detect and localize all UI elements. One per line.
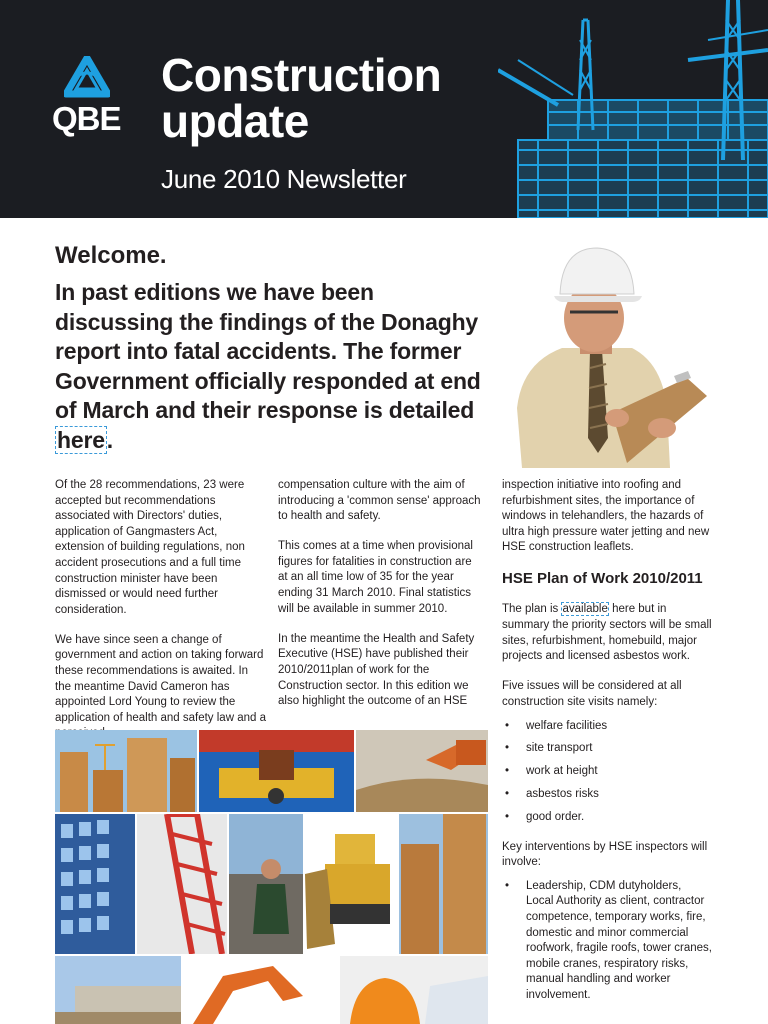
photo-bulldozer <box>305 814 397 954</box>
newsletter-title <box>161 49 442 147</box>
column-2 <box>278 478 483 724</box>
col1-paragraph-1: Of the 28 recommendations, 23 were accepted but recommendations associated with Directors' duties, application of Gangmasters Act, extension of building regulations, non accident prosecutions and a full time construction minister have been dismissed or would need further consideration. <box>55 479 245 616</box>
logo-text: QBE <box>52 100 121 137</box>
issues-list <box>502 719 712 826</box>
col2-paragraph-3: In the meantime the Health and Safety Executive (HSE) have published their 2010/2011plan of work for the Construction sector. In this edition we also highlight the outcome of an HSE <box>278 632 475 708</box>
photo-hard-hat-plans <box>340 956 488 1024</box>
col3-paragraph-1: inspection initiative into roofing and refurbishment sites, the importance of windows in telehandlers, the hazards of ultra high pressure water jetting and new HSE construction leaflets. <box>502 479 710 554</box>
interventions-intro: Key interventions by HSE inspectors will involve: <box>502 840 708 869</box>
title-line-2: update <box>161 95 309 147</box>
crane-illustration <box>498 0 768 218</box>
photo-digger <box>356 730 488 812</box>
list-item: • good order. <box>502 810 712 826</box>
welcome-lead-end: . <box>106 426 113 453</box>
col2-paragraph-2: This comes at a time when provisional figures for fatalities in construction are at an all time low of 35 for the year ending 31 March 2010. Final statistics will be available in summer 2010. <box>278 540 473 615</box>
interventions-list <box>502 879 712 1004</box>
welcome-heading: Welcome. <box>55 242 167 269</box>
welcome-lead-text: In past editions we have been discussing the findings of the Donaghy report into fatal accidents. The former Government officially responded at end of March and their response is detailed <box>55 279 481 423</box>
plan-text-after: here but in summary the priority sectors will be small sites, refurbishment, homebuild, major projects and licensed asbestos work. <box>502 603 712 663</box>
photo-glass-facade <box>55 814 135 954</box>
site-inspector-photo <box>502 238 712 468</box>
hse-plan-heading: HSE Plan of Work 2010/2011 <box>502 570 703 588</box>
col1-paragraph-2: We have since seen a change of government and action on taking forward these recommendations is awaited. In the meantime David Cameron has appointed Lord Young to review the application of health and safety law and a <box>55 633 266 724</box>
hse-plan-link[interactable]: available <box>562 603 608 616</box>
list-item: • asbestos risks <box>502 787 712 803</box>
welcome-section <box>55 240 495 455</box>
photo-site-worker <box>229 814 303 954</box>
column-1 <box>55 478 267 757</box>
photo-warehouse <box>55 956 181 1024</box>
plan-text-before: The plan is <box>502 603 559 616</box>
welcome-lead <box>55 278 495 455</box>
photo-crane-hook <box>199 730 354 812</box>
column-3 <box>502 478 712 1018</box>
list-item: • welfare facilities <box>502 719 712 735</box>
header-banner <box>0 0 768 218</box>
photo-high-rise <box>399 814 488 954</box>
donaghy-response-link[interactable]: here <box>57 426 105 453</box>
issues-intro: Five issues will be considered at all construction site visits namely: <box>502 680 682 708</box>
list-item: • Leadership, CDM dutyholders, Local Authority as client, contractor competence, temporary works, fire, domestic and minor commercial roofwork, fragile roofs, tower cranes, mobile cranes, respiratory risks, manual handling and worker involvement. <box>502 879 712 1004</box>
col2-paragraph-1: compensation culture with the aim of introducing a 'common sense' approach to health and safety. <box>278 479 481 523</box>
photo-red-tower-crane <box>137 814 227 954</box>
newsletter-subtitle: June 2010 Newsletter <box>161 164 407 194</box>
qbe-logo[interactable] <box>52 56 126 135</box>
title-line-1: Construction <box>161 49 442 101</box>
hse-plan-summary <box>502 602 712 664</box>
photo-tower-blocks <box>55 730 197 812</box>
list-item: • work at height <box>502 764 712 780</box>
photo-orange-excavator <box>183 956 338 1024</box>
construction-photo-collage <box>55 730 488 1024</box>
qbe-logo-icon <box>64 56 110 98</box>
list-item: • site transport <box>502 741 712 757</box>
